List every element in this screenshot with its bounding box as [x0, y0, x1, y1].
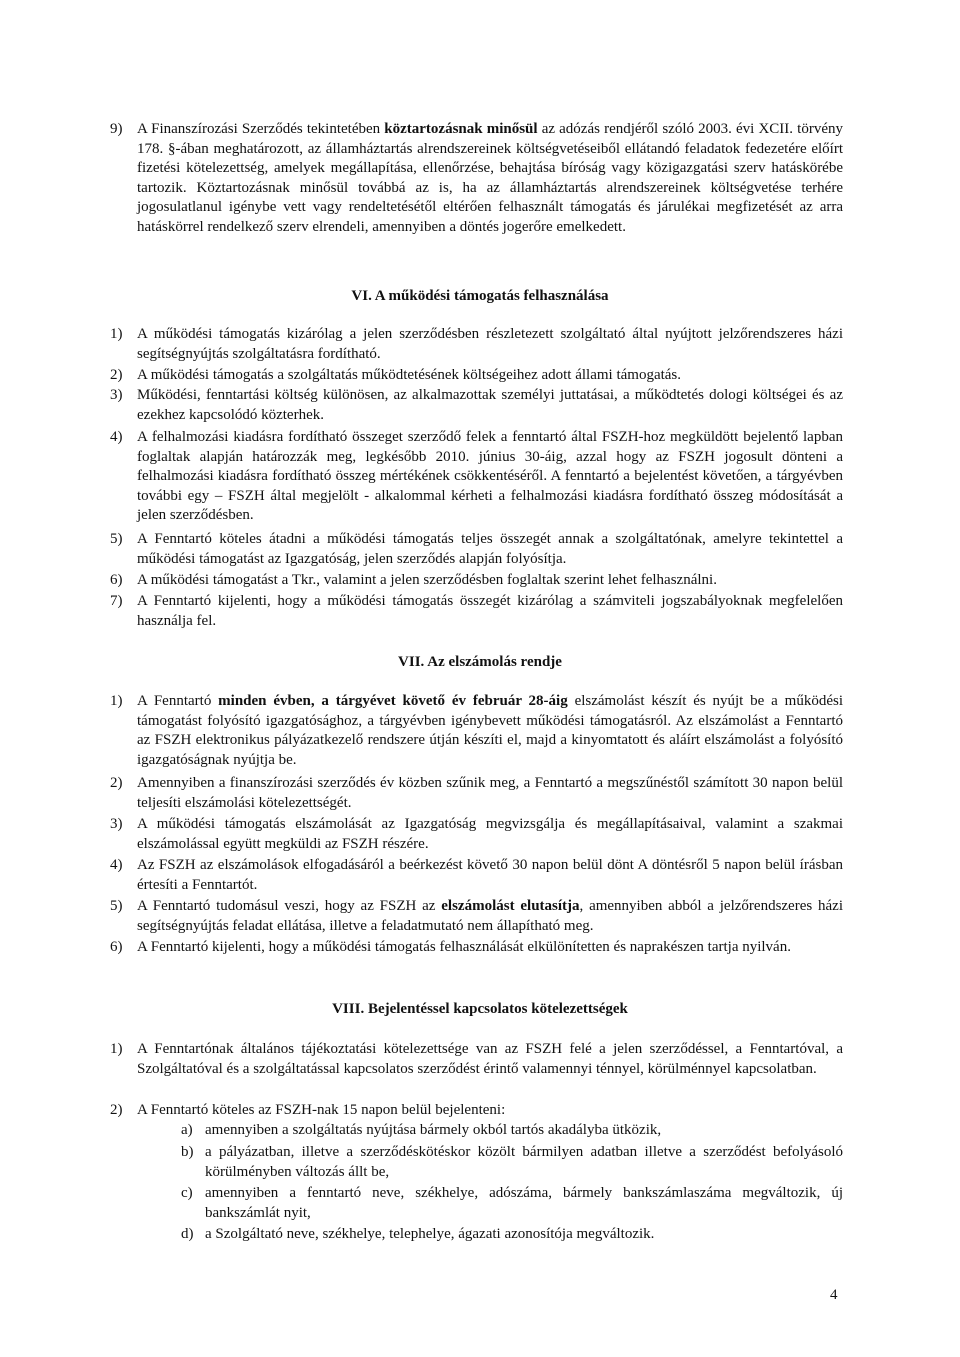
section6-item [110, 386, 843, 425]
item-text-part: az adózás rendjéről szóló 2003. évi XCII. törvény 178. §-ában meghatározott, az államháztartás alrendszereinek költségvetéseiből ellátandó feladatok fedezetére előírt fizetési kötelezettség, amelyek megállapítása, ellenőrzése, behajtása bíróság vagy közigazgatási szerv hatáskörébe tartozik. Köztartozásnak minősül továbbá az is, ha az államháztartás alrendszereinek költségvetése terhére jogosulatlanul igénybe vett vagy rendeltetésétől eltérően felhasznált támogatás és járulékai megfizetését az arra hatáskörrel rendelkező szerv elrendeli, amennyiben a döntés jogerőre emelkedett. [137, 121, 843, 235]
subitem-letter: c) [181, 1185, 193, 1201]
section7-item [110, 774, 843, 813]
subitem-letter: a) [181, 1122, 193, 1138]
section-title: A működési támogatás felhasználása [374, 288, 609, 304]
item-text: Az FSZH az elszámolások elfogadásáról a beérkezést követő 30 napon belül dönt A döntésről 5 napon belül írásban értesíti a Fenntartót. [137, 857, 843, 893]
section6-item [110, 592, 843, 631]
item-number: 2) [110, 775, 123, 791]
section8-subitem [181, 1184, 843, 1223]
section-title: Bejelentéssel kapcsolatos kötelezettségek [367, 1001, 628, 1017]
item-number: 4) [110, 857, 123, 873]
item-text: A Fenntartónak általános tájékoztatási kötelezettsége van az FSZH felé a jelen szerződéssel, a Fenntartóval, a Szolgáltatóval és a szolgáltatással kapcsolatos szerződést érintő valamennyi ténnyel, körülménnyel kapcsolatban. [137, 1041, 843, 1077]
section7-item [110, 856, 843, 895]
subitem-text: amennyiben a szolgáltatás nyújtása bármely okból tartós akadályba ütközik, [205, 1122, 662, 1138]
item-number: 2) [110, 367, 123, 383]
item-text-part: elszámolást készít és nyújt be a működési támogatást folyósító igazgatósághoz, a tárgyévben igénybevett működési támogatásról. Az elszámolást a Fenntartó az FSZH elektronikus pályázatkezelő rendszere útján készíti el, majd a kinyomtatott és aláírt elszámolást a folyósító igazgatóságnak nyújtja be. [137, 693, 843, 768]
section7-item [110, 815, 843, 854]
item-text: A Fenntartó kijelenti, hogy a működési támogatás összegét kizárólag a számviteli jogszabályoknak megfelelően használja fel. [137, 593, 843, 629]
section5-item-9 [110, 120, 843, 238]
section8-subitem [181, 1143, 843, 1182]
item-number: 6) [110, 939, 123, 955]
item-number: 6) [110, 572, 123, 588]
item-text [137, 897, 843, 936]
item-text: Működési, fenntartási költség különösen, az alkalmazottak személyi juttatásai, a működtetés dologi költségei és az ezekhez kapcsolódó közterhek. [137, 387, 843, 423]
item-number: 1) [110, 326, 123, 342]
item-text: Amennyiben a finanszírozási szerződés év közben szűnik meg, a Fenntartó a megszűnéstől számított 30 napon belül teljesíti elszámolási kötelezettségét. [137, 775, 843, 811]
item-number: 5) [110, 898, 123, 914]
section6-item [110, 366, 843, 386]
item-text: A működési támogatás kizárólag a jelen szerződésben részletezett szolgáltató által nyújtott jelzőrendszeres házi segítségnyújtás szolgáltatásra fordítható. [137, 326, 843, 362]
item-text: A felhalmozási kiadásra fordítható összeget szerződő felek a fenntartó által FSZH-hoz megküldött bejelentő lapban foglaltak alapján határozzák meg, legkésőbb 2010. június 30-áig, azzal hogy az FSZH jogosult dönteni a felhalmozási kiadásra fordítható összeg mértékének csökkentéséről. A fenntartó a bejelentést követően, a tárgyévben további egy – FSZH által megjelölt - alkalommal kérheti a felhalmozási kiadásra fordítható összeg módosítását a jelen szerződésben. [137, 429, 843, 524]
section8-subitem [181, 1121, 843, 1141]
item-number: 1) [110, 1041, 123, 1057]
section6-heading [0, 288, 960, 305]
item-text: A Fenntartó köteles az FSZH-nak 15 napon belül bejelenteni: [137, 1102, 506, 1118]
section-number: VIII. [332, 1001, 365, 1017]
item-text: A Fenntartó köteles átadni a működési támogatás teljes összegét annak a szolgáltatónak, amelyre tekintettel a működési támogatást az Igazgatóság, jelen szerződés alapján folyósítja. [137, 531, 843, 567]
section7-item [110, 692, 843, 770]
item-text-bold: minden évben, a tárgyévet követő év február 28-áig [218, 693, 568, 709]
item-number: 7) [110, 593, 123, 609]
item-text-bold: elszámolást elutasítja [441, 898, 580, 914]
item-number: 1) [110, 693, 123, 709]
section7-heading [0, 654, 960, 671]
item-text-part: A Fenntartó tudomásul veszi, hogy az FSZH az [137, 898, 442, 914]
subitem-letter: d) [181, 1226, 194, 1242]
item-number: 4) [110, 429, 123, 445]
item-number: 5) [110, 531, 123, 547]
item-text: A működési támogatás elszámolását az Igazgatóság megvizsgálja és megállapításaival, valamint a szakmai elszámolással együtt megküldi az FSZH részére. [137, 816, 843, 852]
subitem-text: a pályázatban, illetve a szerződéskötéskor közölt bármilyen adatban illetve a szerződést befolyásoló körülményben változás állt be, [205, 1144, 843, 1180]
section7-item [110, 897, 843, 936]
section6-item [110, 530, 843, 569]
section-number: VII. [398, 654, 425, 670]
section8-item [110, 1101, 843, 1121]
subitem-text: amennyiben a fenntartó neve, székhelye, adószáma, bármely bankszámlaszáma megváltozik, új bankszámlát nyit, [205, 1185, 843, 1221]
item-number: 3) [110, 387, 123, 403]
item-text-bold: köztartozásnak minősül [384, 121, 538, 137]
section6-item [110, 428, 843, 526]
item-number: 3) [110, 816, 123, 832]
section-number: VI. [351, 288, 372, 304]
item-text [137, 120, 843, 238]
item-text: A működési támogatás a szolgáltatás működtetésének költségeihez adott állami támogatás. [137, 367, 682, 383]
subitem-text: a Szolgáltató neve, székhelye, telephelye, ágazati azonosítója megváltozik. [205, 1226, 655, 1242]
item-text-part: A Fenntartó [137, 693, 219, 709]
item-number: 9) [110, 121, 123, 137]
item-number: 2) [110, 1102, 123, 1118]
section8-item [110, 1040, 843, 1079]
item-text: A működési támogatást a Tkr., valamint a jelen szerződésben foglaltak szerint lehet felhasználni. [137, 572, 717, 588]
item-text [137, 692, 843, 770]
section8-heading [0, 1001, 960, 1018]
page-number: 4 [830, 1287, 838, 1303]
section-title: Az elszámolás rendje [427, 654, 562, 670]
section6-item [110, 325, 843, 364]
section7-item [110, 938, 843, 958]
item-text-part: , amennyiben abból a jelzőrendszeres házi segítségnyújtás feladat ellátása, illetve a feladatmutató nem állapítható meg. [137, 898, 843, 934]
subitem-letter: b) [181, 1144, 194, 1160]
section6-item [110, 571, 843, 591]
section8-subitem [181, 1225, 843, 1245]
item-text: A Fenntartó kijelenti, hogy a működési támogatás felhasználását elkülönítetten és naprakészen tartja nyilván. [137, 939, 791, 955]
item-text-part: A Finanszírozási Szerződés tekintetében [137, 121, 385, 137]
